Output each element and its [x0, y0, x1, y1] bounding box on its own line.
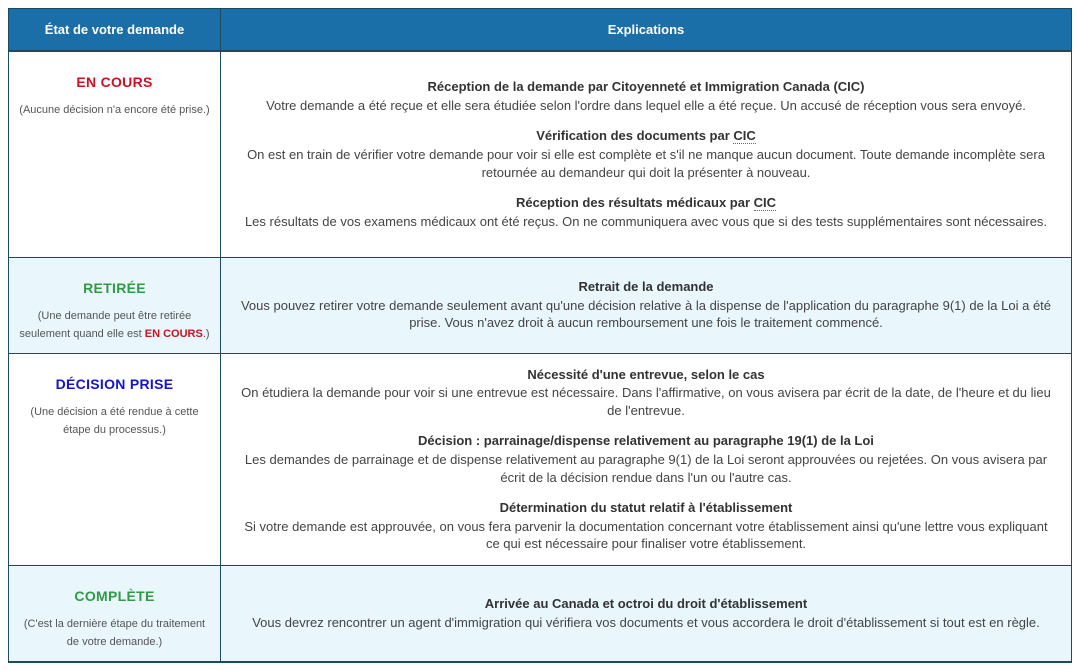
section-title [237, 78, 1055, 96]
explanations-cell [221, 51, 1072, 257]
section-title-text: Réception des résultats médicaux par [515, 195, 754, 211]
status-label: DÉCISION PRISE [55, 375, 174, 392]
status-note-text: (Une décision a été rendue à cette étape du processus.) [30, 405, 199, 436]
section-title-text: Réception de la demande par Citoyenneté et Immigration Canada (CIC) [427, 79, 865, 95]
section-title [237, 595, 1055, 613]
section-title [237, 499, 1055, 517]
section-body: Les demandes de parrainage et de dispense relativement au paragraphe 9(1) de la Loi seront approuvées ou rejetées. On vous avisera par écrit de la décision rendue dans l'un ou l'autre cas. [244, 451, 1048, 485]
section-body: Les résultats de vos examens médicaux ont été reçus. On ne communiquera avec vous que si des tests supplémentaires sont nécessaires. [244, 213, 1048, 229]
table-row-en-cours [9, 51, 1072, 257]
cic-abbreviation[interactable]: CIC [753, 195, 777, 211]
explanations-cell [221, 353, 1072, 565]
explanation-section [237, 432, 1055, 486]
status-note [19, 307, 210, 343]
explanations-cell [221, 565, 1072, 662]
section-body: Vous pouvez retirer votre demande seulement avant qu'une décision relative à la dispense de l'application du paragraphe 9(1) de la Loi a été prise. Vous n'avez droit à aucun remboursement une fois le traitement commencé. [240, 297, 1052, 331]
table-row-retiree [9, 257, 1072, 353]
status-cell [9, 565, 221, 662]
status-label: EN COURS [76, 74, 153, 90]
section-body: Vous devrez rencontrer un agent d'immigration qui vérifiera vos documents et vous accordera le droit d'établissement si tout est en règle. [252, 614, 1040, 630]
explanation-section [237, 595, 1055, 631]
section-body: On étudiera la demande pour voir si une entrevue est nécessaire. Dans l'affirmative, on vous avisera par écrit de la date, de l'heure et du lieu de l'entrevue. [241, 385, 1051, 418]
section-title-text: Arrivée au Canada et octroi du droit d'établissement [484, 596, 808, 612]
status-note [19, 403, 210, 439]
section-title-text: Détermination du statut relatif à l'établissement [499, 500, 793, 516]
section-title-text: Retrait de la demande [578, 279, 714, 295]
table-row-decision-prise [9, 353, 1072, 565]
section-title [237, 194, 1055, 212]
explanation-section [237, 127, 1055, 181]
explanations-cell [221, 257, 1072, 353]
status-note [19, 101, 210, 119]
section-title-text: Nécessité d'une entrevue, selon le cas [527, 366, 765, 382]
status-label: COMPLÈTE [74, 587, 155, 604]
application-status-table [8, 8, 1072, 663]
column-header-explanations: Explications [221, 9, 1072, 52]
status-cell [9, 353, 221, 565]
explanation-section [237, 78, 1055, 114]
status-note [19, 615, 210, 651]
column-header-status: État de votre demande [9, 9, 221, 52]
explanation-section [237, 194, 1055, 230]
section-title-text: Vérification des documents par [536, 128, 734, 144]
table-header-row [9, 9, 1072, 52]
section-title-text: Décision : parrainage/dispense relativement au paragraphe 19(1) de la Loi [418, 433, 874, 449]
section-body: Si votre demande est approuvée, on vous fera parvenir la documentation concernant votre établissement ainsi qu'une lettre vous expliquant ce qui est nécessaire pour finaliser votre établissement. [244, 518, 1048, 552]
status-note-text: (Aucune décision n'a encore été prise.) [19, 104, 210, 116]
status-note-text: (Une demande peut être retirée seulement quand elle est [19, 309, 192, 340]
table-row-complete [9, 565, 1072, 662]
status-cell [9, 51, 221, 257]
section-body: On est en train de vérifier votre demande pour voir si elle est complète et s'il ne manque aucun document. Toute demande incomplète sera retournée au demandeur qui doit la présenter à nouveau. [247, 146, 1045, 180]
cic-abbreviation[interactable]: CIC [733, 128, 756, 144]
status-note-highlight: EN COURS [144, 327, 203, 340]
status-note-text: (C'est la dernière étape du traitement de votre demande.) [23, 617, 206, 648]
section-title [237, 366, 1055, 384]
explanation-section [237, 366, 1055, 420]
explanation-section [237, 278, 1055, 332]
section-title [237, 432, 1055, 450]
section-body: Votre demande a été reçue et elle sera étudiée selon l'ordre dans lequel elle a été reçue. Un accusé de réception vous sera envoyé. [266, 97, 1026, 113]
status-note-text: .) [202, 327, 210, 340]
status-label: RETIRÉE [83, 279, 146, 296]
section-title [237, 278, 1055, 296]
section-title [237, 127, 1055, 145]
status-cell [9, 257, 221, 353]
explanation-section [237, 499, 1055, 553]
